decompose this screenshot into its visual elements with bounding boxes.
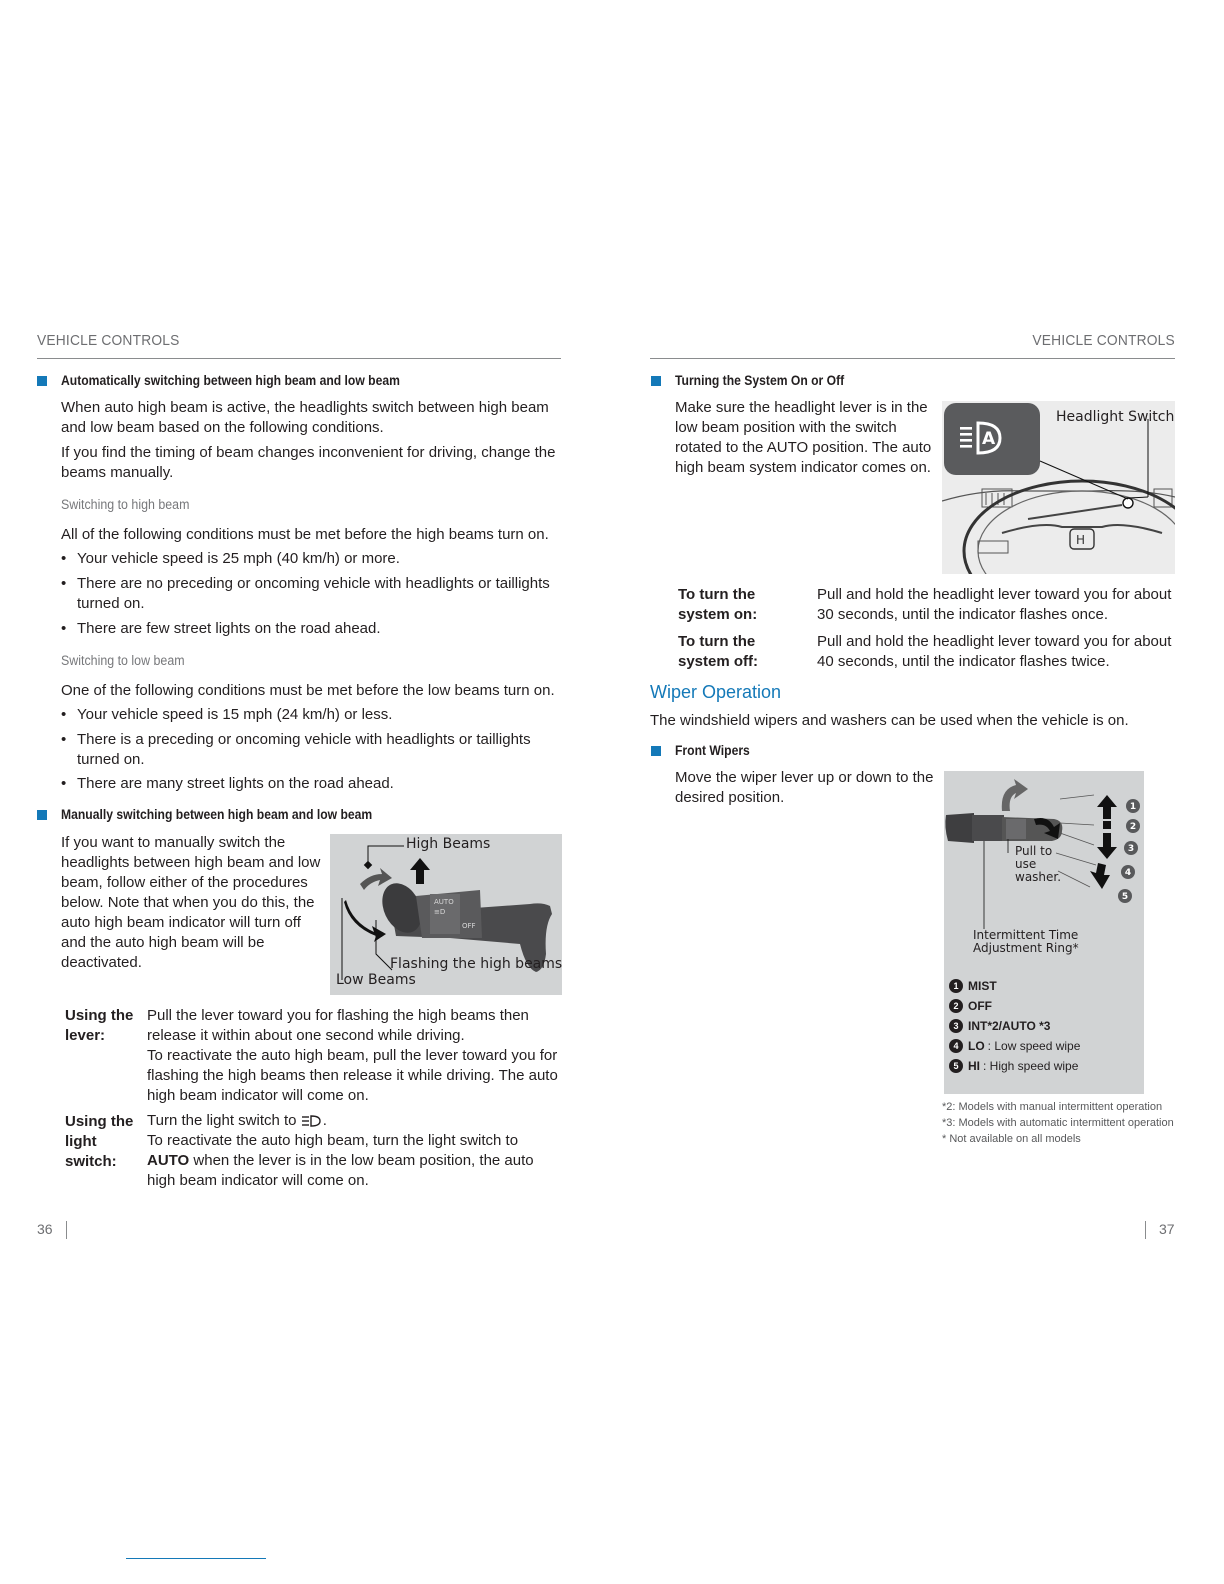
wiper-position-item <box>949 976 1139 996</box>
front-wipers-text: Move the wiper lever up or down to the desired position. <box>675 769 934 806</box>
lever-desc-2: To reactivate the auto high beam, pull the lever toward you for flashing the high beams then release it while driving. The auto high beam indicator will come on. <box>147 1047 558 1104</box>
dashboard-illustration <box>942 401 1175 574</box>
low-bullet-1-text: Your vehicle speed is 15 mph (24 km/h) or less. <box>77 706 393 723</box>
position-desc: : High speed wipe <box>983 1059 1079 1073</box>
switch-desc-3-text: when the lever is in the low beam position, the auto high beam indicator will come on. <box>147 1152 534 1189</box>
manual-paragraph: If you want to manually switch the headlights between high beam and low beam, follow either of the procedures below. Note that when you do this, the auto high beam indicator will turn off and the auto high beam will be deactivated. <box>61 834 321 971</box>
svg-text:OFF: OFF <box>462 922 476 930</box>
position-number-badge: 4 <box>949 1039 963 1053</box>
fig-ring-label: Intermittent Time Adjustment Ring* <box>973 928 1079 955</box>
section-bullet-icon <box>651 376 661 386</box>
position-number-badge: 1 <box>949 979 963 993</box>
turn-off-term: To turn the system off: <box>678 633 759 670</box>
wiper-position-item <box>949 996 1139 1016</box>
wiper-operation-title: Wiper Operation <box>650 682 782 702</box>
fig-headlight-switch-label: Headlight Switch <box>1056 409 1175 425</box>
svg-text:4: 4 <box>1124 868 1132 878</box>
turn-on-term: To turn the system on: <box>678 586 758 623</box>
low-bullet-2: • There is a preceding or oncoming vehicle with headlights or taillights turned on. <box>61 730 561 770</box>
high-bullet-1: • Your vehicle speed is 25 mph (40 km/h) or more. <box>61 549 561 569</box>
left-header-rule <box>37 358 561 359</box>
high-beam-intro: All of the following conditions must be met before the high beams turn on. <box>61 526 549 543</box>
manual-section-title: Manually switching between high beam and low beam <box>61 807 373 822</box>
position-label: INT*2/AUTO *3 <box>968 1019 1051 1033</box>
low-bullet-2-text: There is a preceding or oncoming vehicle with headlights or taillights turned on. <box>77 731 531 768</box>
left-page-number: 36 <box>37 1221 53 1237</box>
switch-desc-2-text: To reactivate the auto high beam, turn the light switch to <box>147 1132 519 1149</box>
position-label: HI <box>968 1059 980 1073</box>
wiper-position-legend <box>949 976 1139 1076</box>
high-bullet-2: • There are no preceding or oncoming vehicle with headlights or taillights turned on. <box>61 574 561 614</box>
high-bullet-2-text: There are no preceding or oncoming vehicle with headlights or taillights turned on. <box>77 575 550 612</box>
right-header: VEHICLE CONTROLS <box>1032 332 1175 349</box>
auto-paragraph-1: When auto high beam is active, the headlights switch between high beam and low beam based on the following conditions. <box>61 399 549 436</box>
low-bullet-3: • There are many street lights on the road ahead. <box>61 774 561 794</box>
bottom-link-rule <box>126 1558 266 1559</box>
switch-desc-2 <box>147 1131 562 1191</box>
low-beam-light-icon <box>301 1114 323 1128</box>
low-bullet-1: • Your vehicle speed is 15 mph (24 km/h) or less. <box>61 705 561 725</box>
turn-on-desc: Pull and hold the headlight lever toward you for about 30 seconds, until the indicator flashes once. <box>817 586 1172 623</box>
auto-paragraph-2: If you find the timing of beam changes inconvenient for driving, change the beams manually. <box>61 444 556 481</box>
headlight-lever-figure <box>330 834 562 995</box>
footnote-2: *2: Models with manual intermittent operation <box>942 1101 1163 1113</box>
section-bullet-icon <box>37 810 47 820</box>
right-header-rule <box>650 358 1175 359</box>
svg-text:A: A <box>982 429 996 449</box>
switch-term: Using the light switch: <box>65 1113 134 1170</box>
left-header: VEHICLE CONTROLS <box>37 332 180 349</box>
svg-text:2: 2 <box>1129 822 1137 832</box>
fig-low-beams-label: Low Beams <box>336 972 416 988</box>
lever-term: Using the lever: <box>65 1007 134 1044</box>
turn-off-desc: Pull and hold the headlight lever toward you for about 40 seconds, until the indicator flashes twice. <box>817 633 1172 670</box>
low-beam-subheading: Switching to low beam <box>61 653 185 668</box>
footnote-3: *3: Models with automatic intermittent operation <box>942 1117 1174 1129</box>
headlight-switch-figure <box>942 401 1175 574</box>
low-bullet-3-text: There are many street lights on the road ahead. <box>77 775 394 792</box>
footnote-availability: * Not available on all models <box>942 1133 1081 1145</box>
svg-text:H: H <box>1076 533 1086 547</box>
svg-text:≡D: ≡D <box>434 908 446 916</box>
svg-text:1: 1 <box>1129 802 1137 812</box>
fig-flashing-label: Flashing the high beams <box>390 956 563 972</box>
high-beam-subheading: Switching to high beam <box>61 497 190 512</box>
position-number-badge: 2 <box>949 999 963 1013</box>
right-page-number: 37 <box>1159 1221 1175 1237</box>
high-bullet-1-text: Your vehicle speed is 25 mph (40 km/h) or more. <box>77 550 400 567</box>
high-bullet-3: • There are few street lights on the road ahead. <box>61 619 561 639</box>
lever-desc-1: Pull the lever toward you for flashing the high beams then release it within about one second while driving. <box>147 1007 529 1044</box>
left-page-number-divider <box>66 1221 67 1239</box>
section-bullet-icon <box>651 746 661 756</box>
fig-pull-washer-label: Pull to use washer. <box>1015 844 1062 884</box>
position-label: MIST <box>968 979 997 993</box>
high-bullet-3-text: There are few street lights on the road ahead. <box>77 620 381 637</box>
front-wipers-title: Front Wipers <box>675 743 750 758</box>
system-section-title: Turning the System On or Off <box>675 373 845 388</box>
svg-text:5: 5 <box>1121 892 1129 902</box>
position-label: OFF <box>968 999 992 1013</box>
position-number-badge: 5 <box>949 1059 963 1073</box>
position-desc: : Low speed wipe <box>987 1039 1081 1053</box>
system-paragraph: Make sure the headlight lever is in the low beam position with the switch rotated to the AUTO position. The auto high beam system indicator comes on. <box>675 399 932 476</box>
switch-desc-1: Turn the light switch to . <box>147 1112 327 1129</box>
position-number-badge: 3 <box>949 1019 963 1033</box>
right-page-number-divider <box>1145 1221 1146 1239</box>
wiper-position-item <box>949 1036 1139 1056</box>
fig-high-beams-label: High Beams <box>406 836 491 852</box>
wiper-intro: The windshield wipers and washers can be used when the vehicle is on. <box>650 712 1129 729</box>
switch-desc-1-text: Turn the light switch to <box>147 1112 297 1129</box>
wiper-position-item <box>949 1056 1139 1076</box>
low-beam-intro: One of the following conditions must be met before the low beams turn on. <box>61 682 555 699</box>
wiper-position-item <box>949 1016 1139 1036</box>
section-bullet-icon <box>37 376 47 386</box>
wiper-lever-figure <box>944 771 1144 1094</box>
auto-section-title: Automatically switching between high beam and low beam <box>61 373 400 388</box>
svg-text:AUTO: AUTO <box>434 898 454 906</box>
switch-auto-label: AUTO <box>147 1152 190 1169</box>
svg-text:3: 3 <box>1127 844 1135 854</box>
position-label: LO <box>968 1039 985 1053</box>
